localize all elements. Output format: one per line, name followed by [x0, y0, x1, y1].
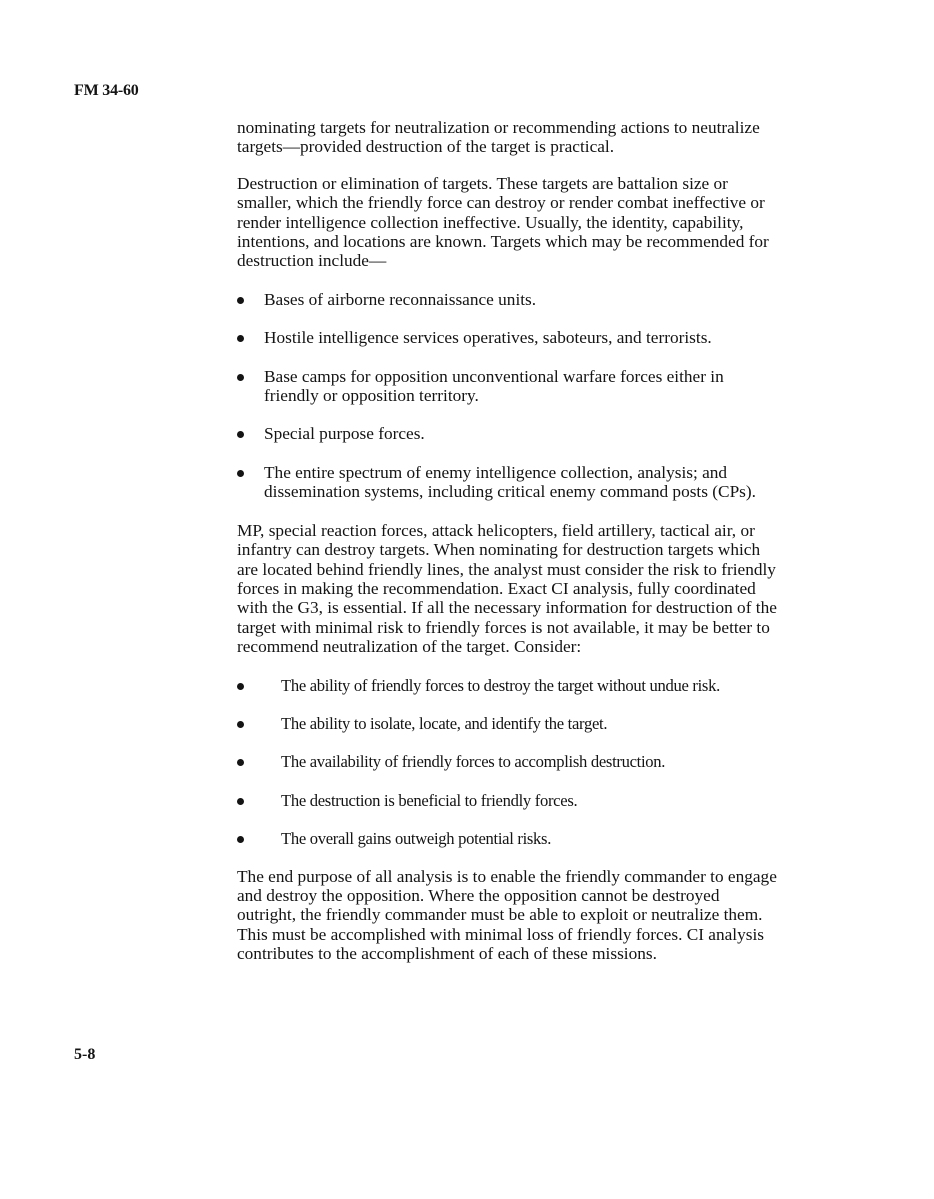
bullet-icon	[237, 836, 244, 843]
bullet-icon	[237, 721, 244, 728]
list-item-text: The overall gains outweigh potential risks.	[281, 829, 552, 849]
page-number: 5-8	[74, 1046, 96, 1063]
list-item	[237, 290, 782, 309]
intro-paragraph: nominating targets for neutralization or recommending actions to neutralize targets—provided destruction of the target is practical.	[237, 118, 760, 157]
page-body	[237, 118, 782, 964]
list-item	[237, 367, 782, 406]
list-item-text: The ability of friendly forces to destroy the target without undue risk.	[281, 675, 720, 695]
bullet-icon	[237, 374, 244, 381]
list-item-text: The availability of friendly forces to accomplish destruction.	[281, 752, 666, 772]
bullet-icon	[237, 335, 244, 342]
bullet-icon	[237, 683, 244, 690]
list-item-text: Base camps for opposition unconventional warfare forces either in friendly or opposition territory.	[264, 366, 724, 406]
list-item-text: Hostile intelligence services operatives, saboteurs, and terrorists.	[264, 328, 712, 348]
list-item	[237, 463, 782, 502]
targets-list	[237, 290, 782, 502]
list-item-text: Special purpose forces.	[264, 424, 425, 444]
list-item	[237, 791, 782, 810]
list-item	[237, 829, 782, 848]
destruction-paragraph: Destruction or elimination of targets. These targets are battalion size or smaller, which the friendly force can destroy or render combat ineffective or render intelligence collection ineffective. Usually, the identity, capability, intentions, and locations are known. Targets which may be recommended for destruction include—	[237, 173, 769, 271]
list-item-text: Bases of airborne reconnaissance units.	[264, 289, 537, 309]
list-item-text: The destruction is beneficial to friendly forces.	[281, 790, 578, 810]
document-id: FM 34-60	[74, 82, 139, 99]
closing-paragraph: The end purpose of all analysis is to enable the friendly commander to engage and destroy the opposition. Where the opposition cannot be destroyed outright, the friendly commander must be able to exploit or neutralize them. This must be accomplished with minimal loss of friendly forces. CI analysis contributes to the accomplishment of each of these missions.	[237, 866, 777, 964]
bullet-icon	[237, 798, 244, 805]
list-item-text: The entire spectrum of enemy intelligence collection, analysis; and dissemination systems, including critical enemy command posts (CPs).	[264, 462, 756, 502]
mp-paragraph: MP, special reaction forces, attack helicopters, field artillery, tactical air, or infantry can destroy targets. When nominating for destruction targets which are located behind friendly lines, the analyst must consider the risk to friendly forces in making the recommendation. Exact CI analysis, fully coordinated with the G3, is essential. If all the necessary information for destruction of the target with minimal risk to friendly forces is not available, it may be better to recommend neutralization of the target. Consider:	[237, 520, 777, 657]
list-item	[237, 328, 782, 347]
list-item	[237, 714, 782, 733]
list-item	[237, 752, 782, 771]
consider-list	[237, 676, 782, 849]
bullet-icon	[237, 431, 244, 438]
bullet-icon	[237, 470, 244, 477]
bullet-icon	[237, 297, 244, 304]
bullet-icon	[237, 759, 244, 766]
list-item	[237, 424, 782, 443]
list-item-text: The ability to isolate, locate, and identify the target.	[281, 713, 608, 733]
list-item	[237, 676, 782, 695]
